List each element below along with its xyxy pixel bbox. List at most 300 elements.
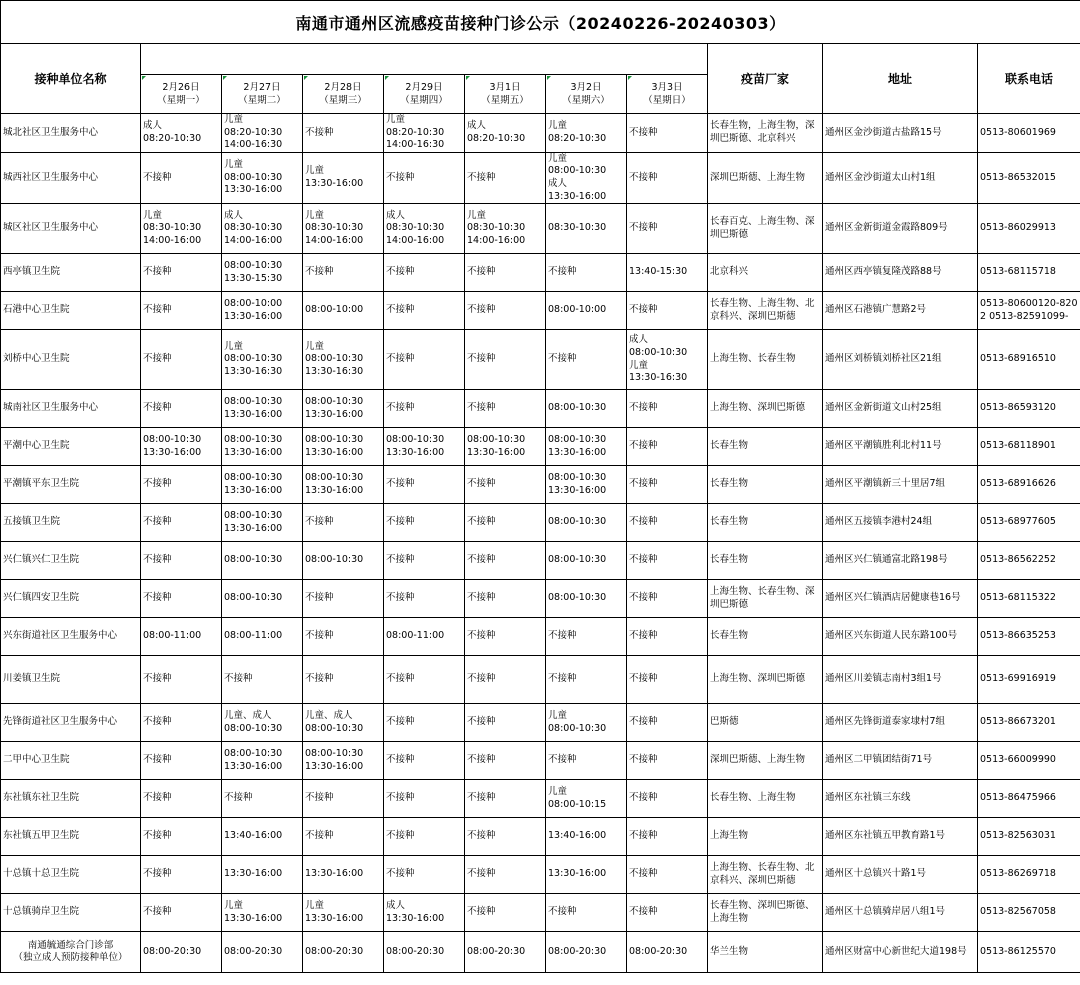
table-row	[1, 542, 1080, 580]
schedule-line: 08:00-10:30	[143, 434, 202, 446]
schedule-line: 13:30-16:00	[224, 868, 283, 880]
schedule-line: 不接种	[386, 353, 415, 365]
schedule-cell	[546, 618, 627, 656]
schedule-line: 13:30-16:00	[224, 912, 283, 924]
schedule-line: 儿童	[548, 152, 568, 164]
schedule-cell	[384, 780, 465, 818]
schedule-cell	[384, 742, 465, 780]
schedule-cell	[141, 704, 222, 742]
schedule-line: 08:00-20:30	[305, 945, 364, 957]
unit-name: 平潮镇平东卫生院	[3, 478, 80, 490]
schedule-line: 08:00-10:30	[548, 554, 607, 566]
table-row	[1, 894, 1080, 932]
schedule-line: 08:30-10:30	[305, 222, 364, 234]
vendor-cell: 长春生物	[708, 428, 823, 466]
schedule-cell	[384, 656, 465, 704]
schedule-line: 08:00-10:15	[548, 798, 607, 810]
day-weekday: （星期五）	[481, 95, 529, 106]
header-phone: 联系电话	[978, 44, 1080, 114]
schedule-cell	[222, 466, 303, 504]
schedule-cell	[141, 542, 222, 580]
schedule-line: 08:00-10:30	[548, 434, 607, 446]
schedule-line: 不接种	[143, 171, 172, 183]
schedule-line: 不接种	[386, 830, 415, 842]
schedule-line: 08:00-20:30	[548, 945, 607, 957]
schedule-cell	[384, 254, 465, 292]
day-weekday: （星期二）	[238, 95, 286, 106]
cell-marker-icon	[142, 76, 146, 80]
schedule-cell	[222, 818, 303, 856]
schedule-line: 08:00-10:30	[548, 516, 607, 528]
unit-name: 十总镇骑岸卫生院	[3, 906, 80, 918]
unit-name: 十总镇十总卫生院	[3, 868, 80, 880]
schedule-line: 08:00-10:30	[305, 353, 364, 365]
schedule-cell	[141, 580, 222, 618]
schedule-line: 不接种	[386, 478, 415, 490]
schedule-line: 13:30-15:30	[224, 272, 283, 284]
address-cell: 通州区兴东街道人民东路100号	[823, 618, 978, 656]
schedule-line: 不接种	[467, 906, 496, 918]
schedule-line: 08:20-10:30	[386, 126, 445, 138]
address-cell: 通州区金新街道文山村25组	[823, 390, 978, 428]
schedule-line: 08:00-10:00	[305, 304, 364, 316]
schedule-cell	[465, 504, 546, 542]
schedule-line: 儿童	[629, 359, 649, 371]
schedule-cell	[384, 114, 465, 153]
schedule-cell	[465, 818, 546, 856]
schedule-cell	[384, 856, 465, 894]
schedule-line: 儿童	[224, 340, 244, 352]
schedule-cell	[384, 466, 465, 504]
schedule-cell	[303, 932, 384, 973]
schedule-cell	[546, 254, 627, 292]
cell-marker-icon	[466, 76, 470, 80]
schedule-line: 08:00-11:00	[386, 630, 445, 642]
schedule-line: 08:30-10:30	[467, 222, 526, 234]
schedule-line: 不接种	[305, 516, 334, 528]
schedule-line: 不接种	[629, 592, 658, 604]
schedule-cell	[141, 894, 222, 932]
schedule-line: 08:00-10:30	[224, 592, 283, 604]
unit-name-cell	[1, 780, 141, 818]
schedule-cell	[627, 856, 708, 894]
schedule-cell	[141, 932, 222, 973]
schedule-cell	[222, 330, 303, 390]
address-cell: 通州区西亭镇复隆茂路88号	[823, 254, 978, 292]
schedule-line: 13:30-16:00	[305, 446, 364, 458]
schedule-line: 13:30-16:00	[548, 868, 607, 880]
schedule-cell	[303, 704, 384, 742]
header-unit-name: 接种单位名称	[1, 44, 141, 114]
schedule-line: 成人	[629, 334, 649, 346]
schedule-cell	[303, 742, 384, 780]
schedule-line: 不接种	[143, 478, 172, 490]
unit-name-cell	[1, 114, 141, 153]
unit-name: 五接镇卫生院	[3, 516, 61, 528]
schedule-line: 不接种	[467, 516, 496, 528]
table-row	[1, 504, 1080, 542]
schedule-cell	[546, 114, 627, 153]
cell-marker-icon	[223, 76, 227, 80]
schedule-cell	[303, 428, 384, 466]
vendor-cell: 长春百克、上海生物、深圳巴斯德	[708, 204, 823, 254]
phone-cell: 0513-86562252	[978, 542, 1080, 580]
day-weekday: （星期日）	[643, 95, 691, 106]
schedule-cell	[627, 204, 708, 254]
schedule-line: 13:30-16:00	[305, 912, 364, 924]
schedule-line: 儿童	[548, 786, 568, 798]
schedule-line: 13:40-16:00	[548, 830, 607, 842]
schedule-line: 不接种	[143, 830, 172, 842]
schedule-cell	[465, 932, 546, 973]
schedule-cell	[222, 292, 303, 330]
unit-name: 东社镇东社卫生院	[3, 792, 80, 804]
schedule-line: 不接种	[386, 516, 415, 528]
phone-cell: 0513-86532015	[978, 152, 1080, 203]
schedule-line: 不接种	[629, 673, 658, 685]
schedule-cell	[141, 152, 222, 203]
schedule-cell	[303, 330, 384, 390]
schedule-cell	[546, 466, 627, 504]
vendor-cell: 上海生物、长春生物、深圳巴斯德	[708, 580, 823, 618]
vendor-cell: 上海生物、长春生物	[708, 330, 823, 390]
schedule-line: 不接种	[386, 304, 415, 316]
day-date: 2月26日	[162, 82, 200, 93]
schedule-line: 08:00-11:00	[143, 630, 202, 642]
schedule-line: 不接种	[629, 171, 658, 183]
vendor-cell: 上海生物、长春生物、北京科兴、深圳巴斯德	[708, 856, 823, 894]
schedule-line: 不接种	[548, 353, 577, 365]
unit-name: 城西社区卫生服务中心	[3, 171, 99, 183]
schedule-line: 不接种	[629, 304, 658, 316]
schedule-cell	[546, 390, 627, 428]
schedule-line: 儿童	[224, 114, 244, 125]
schedule-cell	[141, 618, 222, 656]
schedule-cell	[627, 780, 708, 818]
schedule-line: 不接种	[143, 516, 172, 528]
schedule-cell	[627, 656, 708, 704]
schedule-line: 不接种	[143, 304, 172, 316]
schedule-line: 不接种	[143, 754, 172, 766]
vendor-cell: 长春生物，上海生物，深圳巴斯德、北京科兴	[708, 114, 823, 153]
schedule-line: 儿童	[305, 209, 325, 221]
schedule-cell	[141, 780, 222, 818]
address-cell: 通州区平潮镇新三十里居7组	[823, 466, 978, 504]
schedule-cell	[546, 542, 627, 580]
unit-name-cell	[1, 704, 141, 742]
schedule-line: 不接种	[467, 754, 496, 766]
schedule-line: 08:00-20:30	[224, 945, 283, 957]
page-title: 南通市通州区流感疫苗接种门诊公示（20240226-20240303）	[1, 1, 1080, 44]
schedule-cell	[546, 504, 627, 542]
schedule-cell	[222, 618, 303, 656]
schedule-line: 不接种	[386, 171, 415, 183]
unit-name-cell	[1, 932, 141, 973]
day-date: 3月2日	[570, 82, 602, 93]
schedule-cell	[384, 390, 465, 428]
schedule-cell	[465, 466, 546, 504]
day-header	[141, 75, 222, 114]
schedule-cell	[222, 428, 303, 466]
header-dates-group	[141, 44, 708, 75]
schedule-cell	[465, 428, 546, 466]
phone-cell: 0513-68115322	[978, 580, 1080, 618]
schedule-cell	[303, 114, 384, 153]
schedule-line: 13:40-16:00	[224, 830, 283, 842]
schedule-cell	[141, 656, 222, 704]
phone-cell: 0513-86635253	[978, 618, 1080, 656]
phone-cell: 0513-68115718	[978, 254, 1080, 292]
day-header	[303, 75, 384, 114]
phone-cell: 0513-86029913	[978, 204, 1080, 254]
schedule-line: 儿童	[548, 120, 568, 132]
schedule-cell	[465, 742, 546, 780]
schedule-line: 不接种	[386, 266, 415, 278]
phone-cell: 0513-82563031	[978, 818, 1080, 856]
schedule-line: 不接种	[548, 630, 577, 642]
address-cell: 通州区平潮镇胜利北村11号	[823, 428, 978, 466]
schedule-line: 不接种	[143, 716, 172, 728]
schedule-cell	[465, 254, 546, 292]
schedule-line: 13:30-16:00	[224, 522, 283, 534]
schedule-cell	[465, 780, 546, 818]
schedule-line: 08:00-10:30	[548, 165, 607, 177]
schedule-cell	[303, 152, 384, 203]
schedule-line: 不接种	[386, 754, 415, 766]
schedule-cell	[222, 704, 303, 742]
schedule-cell	[627, 390, 708, 428]
schedule-cell	[222, 542, 303, 580]
schedule-line: 08:00-10:30	[467, 434, 526, 446]
schedule-cell	[465, 330, 546, 390]
address-cell: 通州区兴仁镇通富北路198号	[823, 542, 978, 580]
schedule-line: 不接种	[467, 673, 496, 685]
schedule-line: 08:00-10:30	[224, 472, 283, 484]
schedule-line: 不接种	[548, 906, 577, 918]
schedule-cell	[627, 428, 708, 466]
schedule-line: 不接种	[629, 630, 658, 642]
address-cell: 通州区财富中心新世纪大道198号	[823, 932, 978, 973]
schedule-line: 08:00-10:30	[224, 510, 283, 522]
unit-name: 刘桥中心卫生院	[3, 353, 70, 365]
schedule-line: 08:20-10:30	[143, 132, 202, 144]
schedule-line: 08:30-10:30	[386, 222, 445, 234]
schedule-cell	[141, 466, 222, 504]
schedule-cell	[303, 390, 384, 428]
schedule-cell	[627, 704, 708, 742]
schedule-line: 儿童、成人	[224, 710, 272, 722]
schedule-line: 儿童	[224, 900, 244, 912]
address-cell: 通州区五接镇李港村24组	[823, 504, 978, 542]
vendor-cell: 长春生物、深圳巴斯德、上海生物	[708, 894, 823, 932]
schedule-line: 08:00-10:30	[305, 472, 364, 484]
schedule-cell	[222, 390, 303, 428]
unit-name: 城南社区卫生服务中心	[3, 402, 99, 414]
schedule-line: 不接种	[143, 554, 172, 566]
schedule-line: 08:00-10:30	[305, 722, 364, 734]
day-header	[465, 75, 546, 114]
schedule-line: 不接种	[467, 630, 496, 642]
schedule-line: 不接种	[143, 592, 172, 604]
cell-marker-icon	[547, 76, 551, 80]
schedule-line: 13:30-16:00	[224, 446, 283, 458]
schedule-cell	[303, 204, 384, 254]
day-date: 2月29日	[405, 82, 443, 93]
schedule-line: 不接种	[629, 222, 658, 234]
schedule-line: 13:30-16:00	[224, 760, 283, 772]
schedule-line: 不接种	[467, 592, 496, 604]
unit-name-cell	[1, 542, 141, 580]
schedule-cell	[384, 204, 465, 254]
phone-cell: 0513-86673201	[978, 704, 1080, 742]
schedule-line: 儿童	[386, 114, 406, 125]
schedule-cell	[627, 330, 708, 390]
table-row	[1, 580, 1080, 618]
schedule-line: 08:30-10:30	[224, 222, 283, 234]
unit-name-cell	[1, 254, 141, 292]
schedule-cell	[222, 894, 303, 932]
schedule-line: 儿童	[143, 209, 163, 221]
schedule-cell	[627, 542, 708, 580]
schedule-line: 不接种	[305, 830, 334, 842]
day-weekday: （星期三）	[319, 95, 367, 106]
schedule-cell	[222, 580, 303, 618]
schedule-cell	[546, 856, 627, 894]
schedule-cell	[141, 114, 222, 153]
unit-name: 城北社区卫生服务中心	[3, 126, 99, 138]
schedule-line: 08:00-10:30	[548, 592, 607, 604]
table-row	[1, 704, 1080, 742]
vendor-cell: 上海生物、深圳巴斯德	[708, 656, 823, 704]
schedule-line: 08:00-10:30	[224, 260, 283, 272]
address-cell: 通州区先锋街道泰家埭村7组	[823, 704, 978, 742]
address-cell: 通州区金新街道金霞路809号	[823, 204, 978, 254]
table-row	[1, 152, 1080, 203]
schedule-cell	[222, 856, 303, 894]
schedule-line: 不接种	[467, 830, 496, 842]
schedule-cell	[384, 704, 465, 742]
schedule-line: 13:30-16:00	[386, 446, 445, 458]
table-row	[1, 656, 1080, 704]
schedule-line: 儿童	[224, 159, 244, 171]
schedule-line: 08:00-20:30	[629, 945, 688, 957]
schedule-cell	[141, 428, 222, 466]
table-body	[1, 114, 1080, 973]
schedule-cell	[465, 704, 546, 742]
schedule-line: 不接种	[467, 266, 496, 278]
schedule-line: 儿童	[548, 710, 568, 722]
schedule-line: 不接种	[629, 478, 658, 490]
schedule-cell	[384, 428, 465, 466]
schedule-cell	[546, 152, 627, 203]
schedule-line: 08:00-10:30	[224, 396, 283, 408]
schedule-line: 不接种	[629, 516, 658, 528]
unit-name: 先锋街道社区卫生服务中心	[3, 716, 118, 728]
table-row	[1, 390, 1080, 428]
schedule-line: 08:00-20:30	[143, 945, 202, 957]
address-cell: 通州区二甲镇团结街71号	[823, 742, 978, 780]
table-row	[1, 254, 1080, 292]
schedule-line: 儿童	[305, 900, 325, 912]
schedule-cell	[222, 152, 303, 203]
schedule-line: 08:00-10:30	[224, 554, 283, 566]
schedule-line: 08:00-10:30	[305, 434, 364, 446]
schedule-line: 08:00-10:30	[224, 353, 283, 365]
unit-name: 南通毓通综合门诊部	[27, 939, 114, 951]
schedule-line: 13:30-16:00	[467, 446, 526, 458]
table-row	[1, 330, 1080, 390]
table-row	[1, 114, 1080, 153]
unit-name-cell	[1, 204, 141, 254]
schedule-cell	[546, 292, 627, 330]
schedule-line: 13:30-16:00	[305, 760, 364, 772]
schedule-line: 不接种	[224, 792, 253, 804]
schedule-line: 不接种	[629, 830, 658, 842]
vendor-cell: 华兰生物	[708, 932, 823, 973]
schedule-line: 不接种	[629, 906, 658, 918]
schedule-cell	[303, 292, 384, 330]
schedule-line: 不接种	[143, 906, 172, 918]
schedule-line: 08:00-10:30	[224, 748, 283, 760]
unit-name: 石港中心卫生院	[3, 304, 70, 316]
unit-name: 川姜镇卫生院	[3, 673, 61, 685]
unit-name-cell	[1, 818, 141, 856]
schedule-line: 不接种	[305, 792, 334, 804]
phone-cell: 0513-86475966	[978, 780, 1080, 818]
unit-name-cell	[1, 152, 141, 203]
day-header	[546, 75, 627, 114]
schedule-cell	[627, 466, 708, 504]
phone-cell: 0513-82567058	[978, 894, 1080, 932]
schedule-cell	[627, 618, 708, 656]
unit-name: （独立成人预防接种单位）	[13, 952, 128, 964]
schedule-cell	[465, 656, 546, 704]
schedule-line: 不接种	[143, 266, 172, 278]
schedule-line: 08:00-10:30	[224, 722, 283, 734]
schedule-line: 14:00-16:00	[467, 234, 526, 246]
schedule-line: 08:00-10:30	[224, 171, 283, 183]
schedule-line: 不接种	[305, 266, 334, 278]
unit-name: 兴仁镇兴仁卫生院	[3, 554, 80, 566]
unit-name: 城区社区卫生服务中心	[3, 222, 99, 234]
schedule-cell	[222, 656, 303, 704]
schedule-line: 14:00-16:00	[224, 234, 283, 246]
schedule-line: 14:00-16:30	[224, 139, 283, 151]
schedule-cell	[303, 254, 384, 292]
schedule-line: 不接种	[467, 478, 496, 490]
address-cell: 通州区十总镇骑岸居八组1号	[823, 894, 978, 932]
schedule-line: 08:20-10:30	[224, 126, 283, 138]
schedule-cell	[384, 932, 465, 973]
schedule-line: 不接种	[467, 304, 496, 316]
schedule-line: 不接种	[386, 554, 415, 566]
schedule-line: 不接种	[143, 402, 172, 414]
schedule-line: 13:30-16:00	[224, 184, 283, 196]
schedule-cell	[546, 932, 627, 973]
unit-name-cell	[1, 742, 141, 780]
schedule-line: 成人	[467, 120, 487, 132]
unit-name-cell	[1, 330, 141, 390]
phone-cell: 0513-80600120-8202 0513-82591099-	[978, 292, 1080, 330]
schedule-cell	[465, 894, 546, 932]
address-cell: 通州区刘桥镇刘桥社区21组	[823, 330, 978, 390]
schedule-line: 14:00-16:00	[305, 234, 364, 246]
schedule-line: 不接种	[548, 673, 577, 685]
schedule-line: 08:00-10:30	[224, 434, 283, 446]
day-date: 2月28日	[324, 82, 362, 93]
address-cell: 通州区金沙街道古盐路15号	[823, 114, 978, 153]
schedule-line: 不接种	[629, 868, 658, 880]
